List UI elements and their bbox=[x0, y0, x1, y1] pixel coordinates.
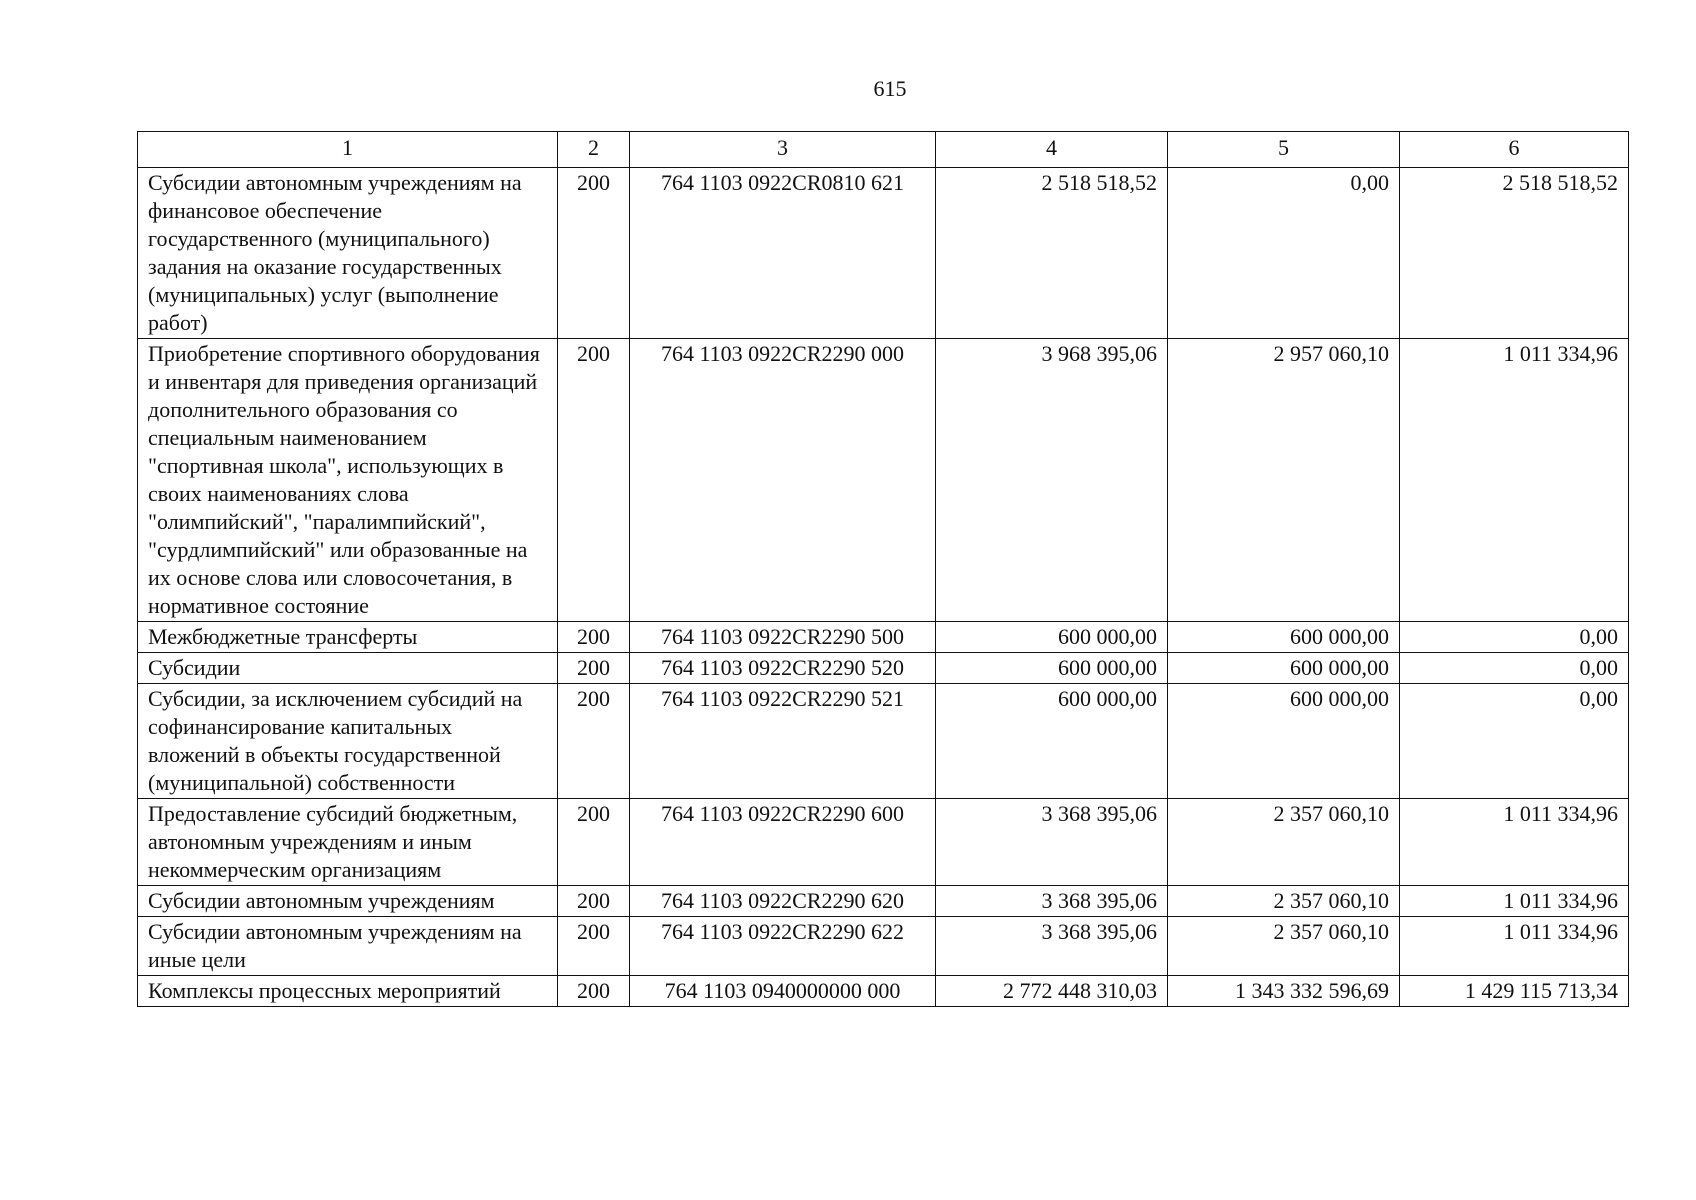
row-value-col4: 600 000,00 bbox=[936, 653, 1168, 684]
header-row bbox=[138, 132, 1629, 168]
table-row bbox=[138, 653, 1629, 684]
column-header-6: 6 bbox=[1400, 132, 1629, 168]
budget-table bbox=[137, 131, 1629, 1007]
row-kbk: 764 1103 0922CR2290 521 bbox=[630, 684, 936, 799]
column-header-5: 5 bbox=[1168, 132, 1400, 168]
row-value-col4: 600 000,00 bbox=[936, 684, 1168, 799]
row-value-col5: 2 957 060,10 bbox=[1168, 339, 1400, 622]
row-kbk: 764 1103 0940000000 000 bbox=[630, 976, 936, 1007]
row-kbk: 764 1103 0922CR2290 520 bbox=[630, 653, 936, 684]
row-name: Субсидии автономным учреждениям bbox=[138, 886, 558, 917]
column-header-3: 3 bbox=[630, 132, 936, 168]
row-code: 200 bbox=[558, 976, 630, 1007]
row-code: 200 bbox=[558, 339, 630, 622]
table-row bbox=[138, 684, 1629, 799]
row-value-col5: 600 000,00 bbox=[1168, 684, 1400, 799]
row-name: Субсидии bbox=[138, 653, 558, 684]
table-row bbox=[138, 917, 1629, 976]
table-row bbox=[138, 622, 1629, 653]
row-value-col5: 2 357 060,10 bbox=[1168, 799, 1400, 886]
row-kbk: 764 1103 0922CR2290 622 bbox=[630, 917, 936, 976]
row-value-col6: 1 011 334,96 bbox=[1400, 339, 1629, 622]
table-body bbox=[138, 168, 1629, 1007]
row-value-col4: 3 368 395,06 bbox=[936, 799, 1168, 886]
row-value-col6: 1 429 115 713,34 bbox=[1400, 976, 1629, 1007]
table-row bbox=[138, 976, 1629, 1007]
column-header-2: 2 bbox=[558, 132, 630, 168]
row-kbk: 764 1103 0922CR0810 621 bbox=[630, 168, 936, 339]
row-kbk: 764 1103 0922CR2290 500 bbox=[630, 622, 936, 653]
table-row bbox=[138, 168, 1629, 339]
row-value-col4: 3 968 395,06 bbox=[936, 339, 1168, 622]
row-code: 200 bbox=[558, 917, 630, 976]
column-header-4: 4 bbox=[936, 132, 1168, 168]
row-name: Предоставление субсидий бюджетным, автономным учреждениям и иным некоммерческим организациям bbox=[138, 799, 558, 886]
row-code: 200 bbox=[558, 799, 630, 886]
row-value-col6: 1 011 334,96 bbox=[1400, 886, 1629, 917]
row-kbk: 764 1103 0922CR2290 600 bbox=[630, 799, 936, 886]
row-value-col6: 0,00 bbox=[1400, 653, 1629, 684]
row-value-col5: 1 343 332 596,69 bbox=[1168, 976, 1400, 1007]
row-name: Приобретение спортивного оборудования и инвентаря для приведения организаций дополнительного образования со специальным наименованием "спортивная школа", использующих в своих наименованиях слова "олимпийский", "паралимпийский", "сурдлимпийский" или образованные на их основе слова или словосочетания, в нормативное состояние bbox=[138, 339, 558, 622]
row-value-col4: 3 368 395,06 bbox=[936, 917, 1168, 976]
row-value-col6: 1 011 334,96 bbox=[1400, 799, 1629, 886]
row-value-col4: 2 772 448 310,03 bbox=[936, 976, 1168, 1007]
row-value-col5: 0,00 bbox=[1168, 168, 1400, 339]
row-value-col5: 2 357 060,10 bbox=[1168, 917, 1400, 976]
table-row bbox=[138, 799, 1629, 886]
row-value-col6: 1 011 334,96 bbox=[1400, 917, 1629, 976]
row-value-col6: 0,00 bbox=[1400, 684, 1629, 799]
row-value-col4: 600 000,00 bbox=[936, 622, 1168, 653]
row-name: Комплексы процессных мероприятий bbox=[138, 976, 558, 1007]
row-value-col4: 2 518 518,52 bbox=[936, 168, 1168, 339]
row-value-col5: 600 000,00 bbox=[1168, 622, 1400, 653]
row-code: 200 bbox=[558, 168, 630, 339]
row-value-col6: 2 518 518,52 bbox=[1400, 168, 1629, 339]
page-number: 615 bbox=[873, 76, 907, 101]
row-value-col4: 3 368 395,06 bbox=[936, 886, 1168, 917]
row-name: Субсидии, за исключением субсидий на софинансирование капитальных вложений в объекты государственной (муниципальной) собственности bbox=[138, 684, 558, 799]
row-value-col5: 2 357 060,10 bbox=[1168, 886, 1400, 917]
row-name: Субсидии автономным учреждениям на иные цели bbox=[138, 917, 558, 976]
row-code: 200 bbox=[558, 684, 630, 799]
row-value-col6: 0,00 bbox=[1400, 622, 1629, 653]
row-code: 200 bbox=[558, 653, 630, 684]
row-code: 200 bbox=[558, 886, 630, 917]
row-kbk: 764 1103 0922CR2290 000 bbox=[630, 339, 936, 622]
table-row bbox=[138, 339, 1629, 622]
row-code: 200 bbox=[558, 622, 630, 653]
row-name: Межбюджетные трансферты bbox=[138, 622, 558, 653]
row-name: Субсидии автономным учреждениям на финансовое обеспечение государственного (муниципального) задания на оказание государственных (муниципальных) услуг (выполнение работ) bbox=[138, 168, 558, 339]
column-header-1: 1 bbox=[138, 132, 558, 168]
row-value-col5: 600 000,00 bbox=[1168, 653, 1400, 684]
table-row bbox=[138, 886, 1629, 917]
table-header bbox=[138, 132, 1629, 168]
row-kbk: 764 1103 0922CR2290 620 bbox=[630, 886, 936, 917]
